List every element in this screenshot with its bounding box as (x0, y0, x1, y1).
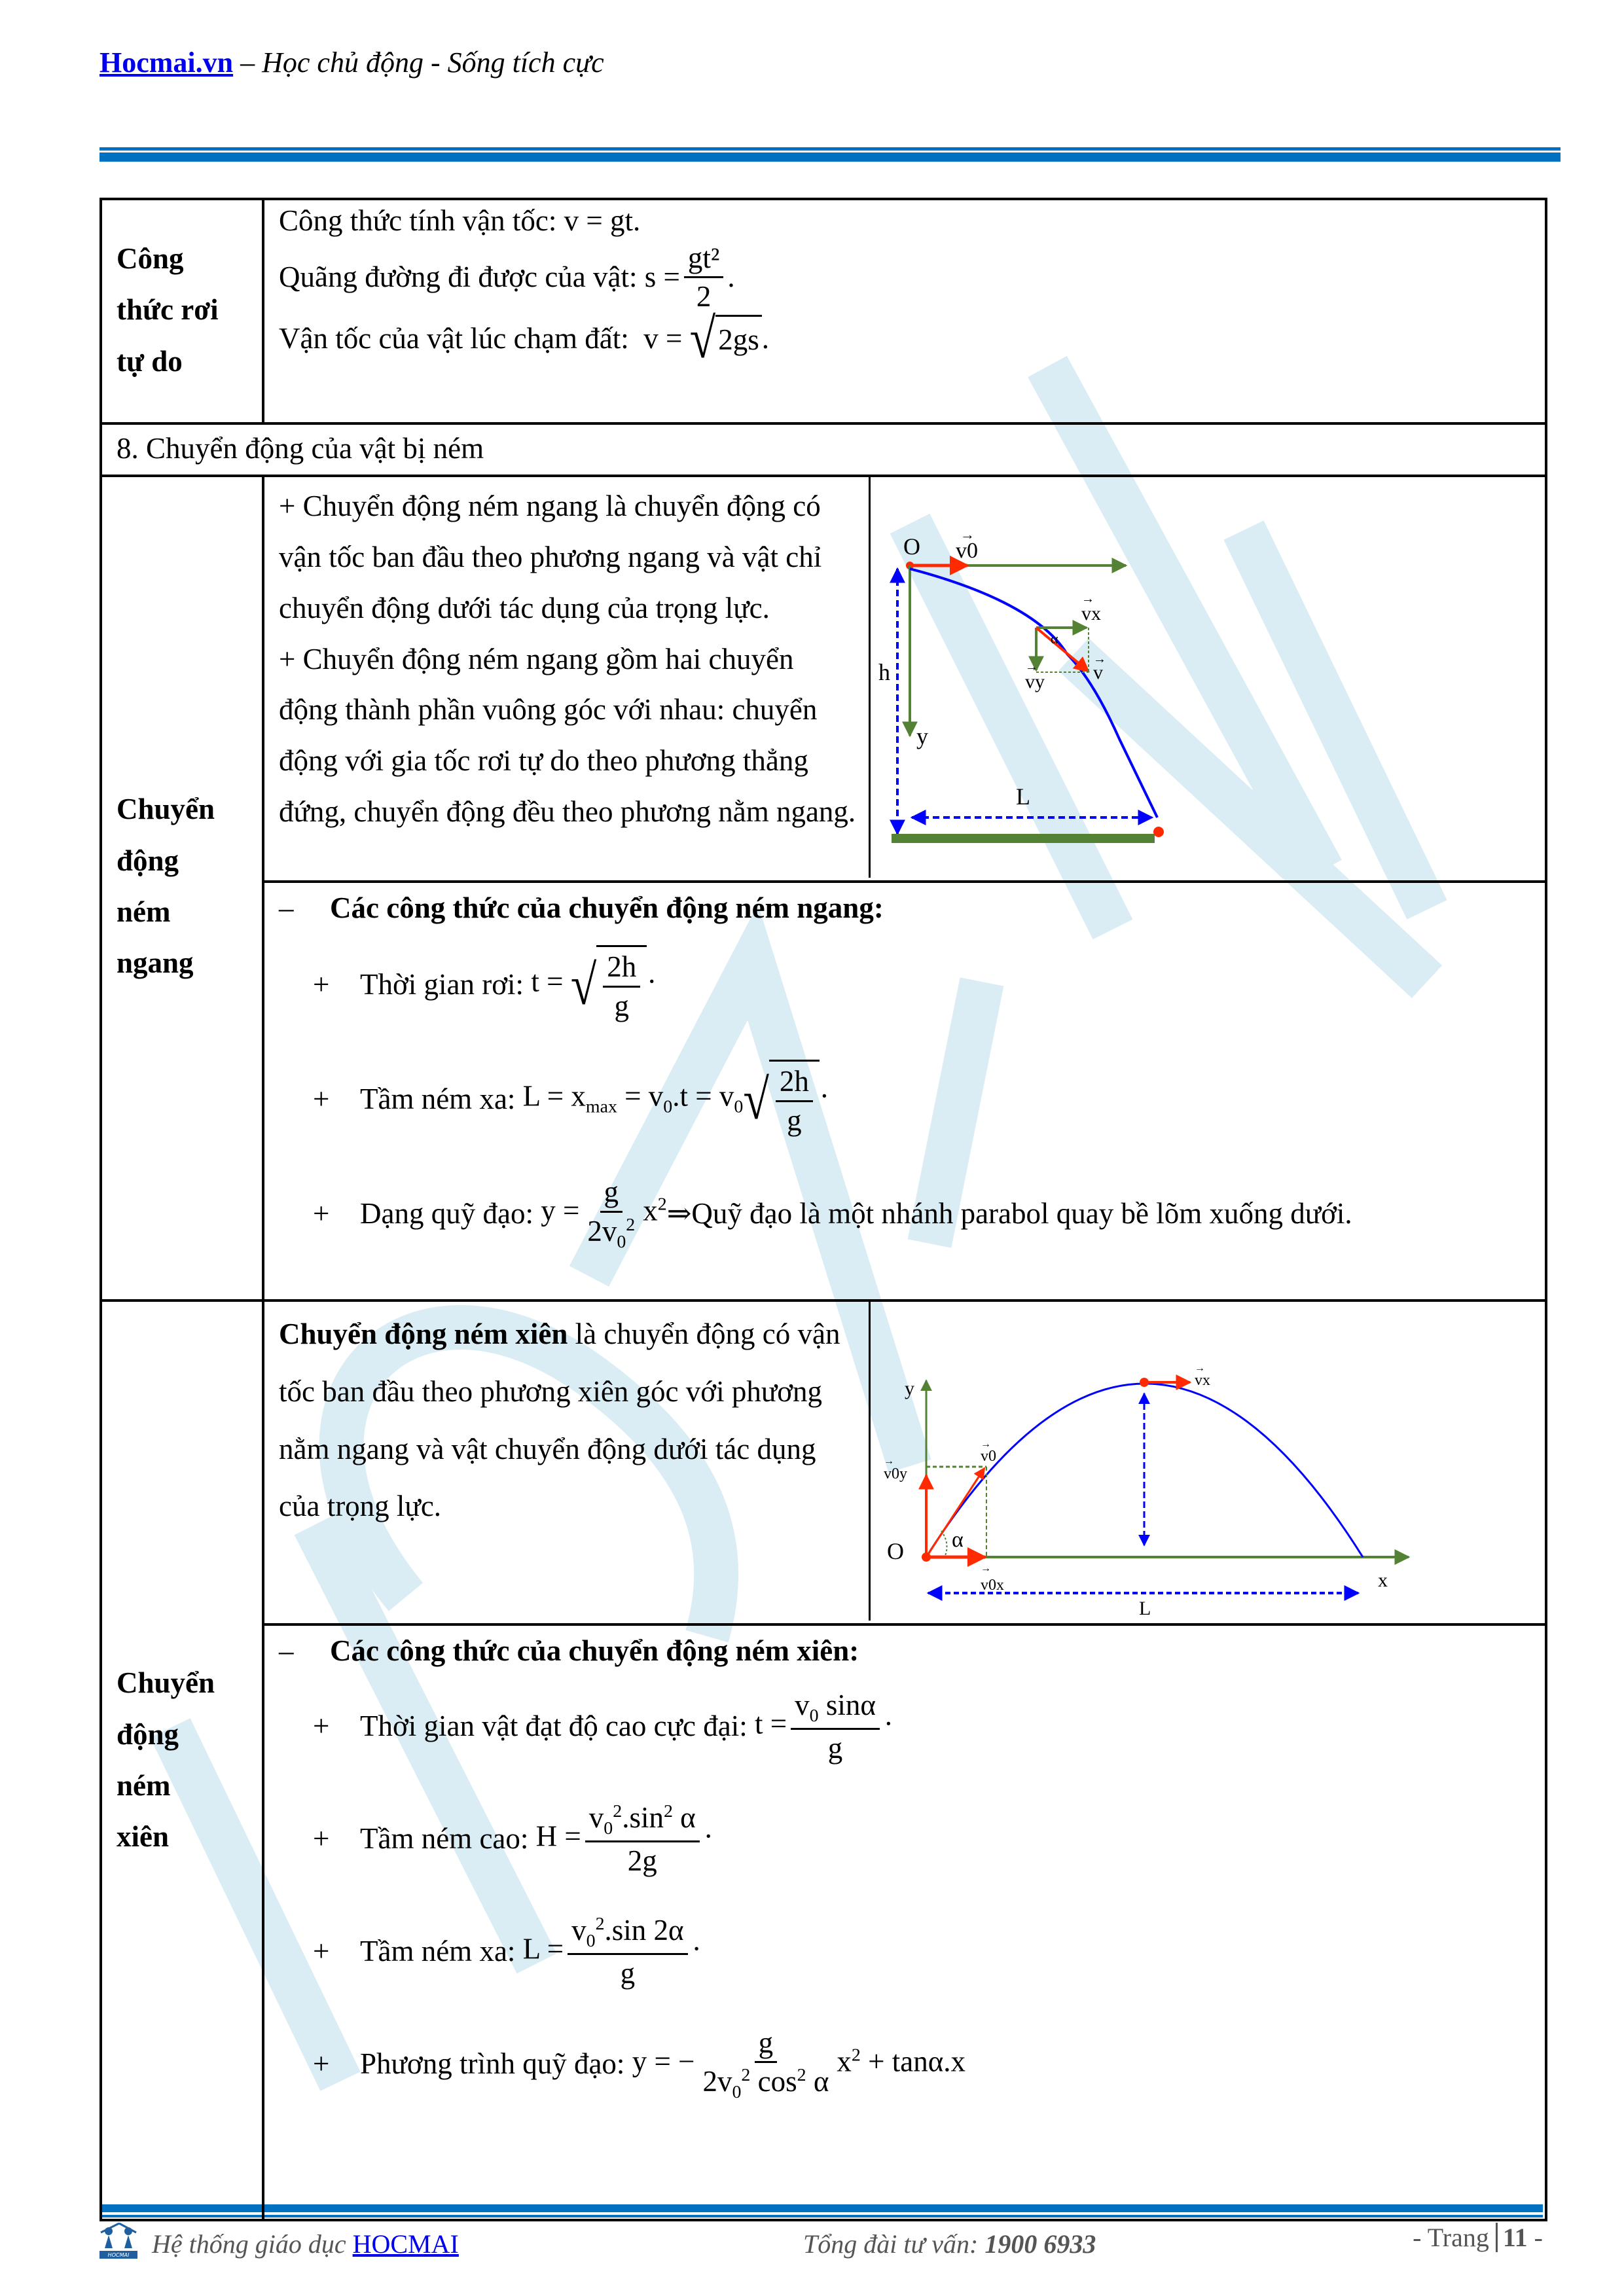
header-rule-thin (99, 147, 1561, 151)
label-line: Công (117, 242, 184, 276)
label-line: ném (117, 1769, 171, 1802)
formula-label: Tầm ném cao: (360, 1822, 529, 1856)
plus-bullet: + (313, 2047, 330, 2081)
horizontal-formulas-title: Các công thức của chuyển động ném ngang: (330, 891, 884, 924)
section-title: 8. Chuyển động của vật bị ném (101, 423, 1546, 476)
oblique-term: Chuyển động ném xiên (279, 1318, 568, 1350)
formula-label: Thời gian vật đạt độ cao cực đại: (360, 1710, 748, 1743)
label-alpha: α (952, 1528, 964, 1552)
trajectory-curve (910, 569, 1157, 817)
angle-arc (941, 1531, 947, 1557)
vector-arrow-mark: → (1093, 652, 1106, 666)
label-line: Chuyển (117, 1666, 215, 1700)
logo-text: HOCMAI (107, 2252, 130, 2258)
label-origin: O (903, 533, 920, 560)
impact-label: Vận tốc của vật lúc chạm đất: (279, 321, 629, 355)
landing-point (1153, 827, 1164, 837)
formula-label: Dạng quỹ đạo: (360, 1196, 533, 1230)
formula-label: Tầm ném xa: (360, 1935, 516, 1968)
label-alpha: α (1051, 630, 1058, 647)
oblique-throw-diagram (871, 1302, 1545, 1621)
hocmai-logo-icon (99, 2222, 137, 2259)
label-line: Chuyển (117, 793, 215, 826)
fraction-denominator: 2 (696, 279, 712, 313)
footer-system-text: Hệ thống giáo dục (152, 2229, 353, 2259)
plus-bullet: + (313, 1710, 330, 1743)
formula-label: Thời gian rơi: (360, 967, 524, 1001)
label-vx: vx (1081, 603, 1101, 624)
hotline-label: Tổng đài tư vấn: (803, 2229, 985, 2259)
formula-range (274, 1042, 1532, 1157)
formula-peak-time (274, 1670, 1532, 1783)
distance-label: Quãng đường đi được của vật: (279, 260, 638, 293)
label-vx: vx (1195, 1372, 1210, 1389)
footer-hotline (803, 2229, 1096, 2259)
footer-system (152, 2229, 459, 2259)
impact-formula (279, 307, 1532, 370)
vector-arrow-mark: → (1195, 1363, 1205, 1374)
brand-link[interactable]: Hocmai.vn (99, 46, 234, 79)
dash-bullet: – (279, 1634, 294, 1667)
section-title-row (101, 423, 1546, 476)
plus-bullet: + (313, 1935, 330, 1968)
header-separator: – (233, 46, 262, 79)
label-v0: v0 (956, 539, 978, 563)
v-vector (1036, 628, 1089, 672)
label-y: y (905, 1378, 914, 1399)
oblique-formulas (263, 1624, 1546, 2220)
ground (892, 834, 1155, 843)
vector-arrow-mark: → (960, 526, 975, 543)
page-header (99, 46, 604, 79)
horizontal-label (101, 476, 263, 1300)
label-line: tự do (117, 344, 183, 378)
plus-bullet: + (313, 1082, 330, 1115)
formula-label: Phương trình quỹ đạo: (360, 2047, 625, 2081)
oblique-formulas-title-line (274, 1631, 1532, 1670)
free-fall-row (101, 199, 1546, 423)
formula-expression: $L = x_{max} = v_0.t = v_0$ √ $\frac{2h}{g}$ · (523, 1060, 829, 1139)
fraction-numerator: gt² (684, 240, 724, 278)
formula-range (274, 1895, 1532, 2008)
horizontal-desc (264, 477, 871, 878)
label-line: ném (117, 895, 171, 928)
label-v: v (1093, 662, 1103, 683)
formula-max-height (274, 1783, 1532, 1895)
sqrt-expression (689, 307, 762, 370)
oblique-desc (264, 1302, 871, 1621)
header-rule-thick (99, 152, 1561, 162)
desc-paragraph: + Chuyển động ném ngang là chuyển động có vận tốc ban đầu theo phương ngang và vật chỉ chuyển động dưới tác dụng của trọng lực. (279, 490, 822, 624)
horizontal-formulas-row (101, 882, 1546, 1300)
label-line: thức rơi (117, 293, 219, 327)
origin-point (922, 1552, 931, 1562)
label-x: x (1378, 1570, 1388, 1591)
header-slogan: Học chủ động - Sống tích cực (262, 46, 604, 79)
formula-fall-time (274, 927, 1532, 1042)
oblique-definition: là chuyển động có vận tốc ban đầu theo phương xiên góc với phương nằm ngang và vật chuyển động dưới tác dụng của trọng lực. (279, 1318, 840, 1523)
vector-arrow-mark: → (981, 1563, 991, 1574)
oblique-formulas-row (101, 1624, 1546, 2220)
formula-expression: t = $\frac{v_0 \sin\alpha}{g}$ · (755, 1687, 893, 1767)
impact-lhs: v = (643, 321, 683, 355)
formula-expression: y = $\frac{g}{2v_0^2}$ $x^2$ (541, 1174, 667, 1253)
plus-bullet: + (313, 1822, 330, 1856)
formula-label: Tầm ném xa: (360, 1082, 516, 1115)
free-fall-label (101, 199, 263, 423)
page-number (1413, 2222, 1543, 2253)
label-v0: v0 (981, 1448, 996, 1465)
label-L: L (1139, 1598, 1151, 1619)
formula-trajectory-equation (274, 2008, 1532, 2121)
horizontal-desc-row (101, 476, 1546, 882)
footer-hocmai-link[interactable]: HOCMAI (352, 2229, 459, 2259)
oblique-label (101, 1300, 263, 2220)
formula-trajectory (274, 1157, 1532, 1271)
oblique-diagram-svg (871, 1302, 1525, 1621)
dash-bullet: – (279, 891, 294, 924)
label-y: y (916, 723, 928, 749)
vector-arrow-mark: → (884, 1456, 894, 1467)
label-v0y: v0y (884, 1465, 907, 1482)
label-vy: vy (1025, 671, 1045, 692)
label-line: xiên (117, 1820, 170, 1854)
oblique-desc-row (101, 1300, 1546, 1624)
hotline-number: 1900 6933 (984, 2229, 1096, 2259)
desc-paragraph: + Chuyển động ném ngang gồm hai chuyển động thành phần vuông góc với nhau: chuyển động với gia tốc rơi tự do theo phương thẳng đứng, chuyển động đều theo phương nằm ngang. (279, 642, 856, 829)
plus-bullet: + (313, 967, 330, 1001)
formula-expression: L = $\frac{v_0^2.\sin 2\alpha}{g}$ · (523, 1912, 702, 1992)
horizontal-throw-diagram (871, 477, 1545, 878)
label-h: h (878, 659, 890, 685)
velocity-formula: Công thức tính vận tốc: v = gt. (279, 204, 641, 237)
horizontal-formulas (263, 882, 1546, 1300)
plus-bullet: + (313, 1196, 330, 1230)
horizontal-diagram-svg (871, 477, 1525, 878)
page-footer (99, 2222, 1543, 2268)
oblique-formulas-title: Các công thức của chuyển động ném xiên: (330, 1634, 859, 1667)
formula-end: . (727, 260, 735, 293)
vector-arrow-mark: → (981, 1439, 991, 1450)
page-suffix: - (1527, 2223, 1543, 2252)
vector-arrow-mark: → (1025, 660, 1038, 674)
vector-arrow-mark: → (1081, 592, 1094, 606)
horizontal-formulas-title-line (274, 888, 1532, 927)
formula-conclusion: ⇒Quỹ đạo là một nhánh parabol quay bề lõm xuống dưới. (666, 1196, 1352, 1230)
page-prefix: - Trang (1413, 2223, 1496, 2252)
distance-lhs: s = (644, 260, 680, 293)
horizontal-desc-cell (263, 476, 1546, 882)
label-line: động (117, 844, 179, 877)
label-line: động (117, 1717, 179, 1751)
label-v0x: v0x (981, 1577, 1004, 1594)
page-number-value: 11 (1496, 2223, 1528, 2252)
content-table (99, 198, 1547, 2221)
oblique-desc-cell (263, 1300, 1546, 1624)
formula-expression: y = − $\frac{g}{2v_0^2 \cos^2 \alpha}$ $x^2 + \tan\alpha.x$ (632, 2024, 965, 2104)
formula-end: . (761, 321, 769, 355)
distance-fraction (684, 240, 724, 315)
radicand: 2gs (715, 315, 762, 363)
formula-expression: H = $\frac{v_0^2.\sin^2 \alpha}{2g}$ · (536, 1799, 713, 1879)
label-L: L (1016, 783, 1030, 810)
formula-expression: t = √ $\frac{2h}{g}$ · (531, 945, 657, 1024)
label-origin: O (887, 1538, 904, 1564)
distance-formula (279, 240, 1532, 315)
free-fall-content (263, 199, 1546, 423)
radical-sign: √ (689, 307, 716, 370)
label-line: ngang (117, 946, 194, 980)
